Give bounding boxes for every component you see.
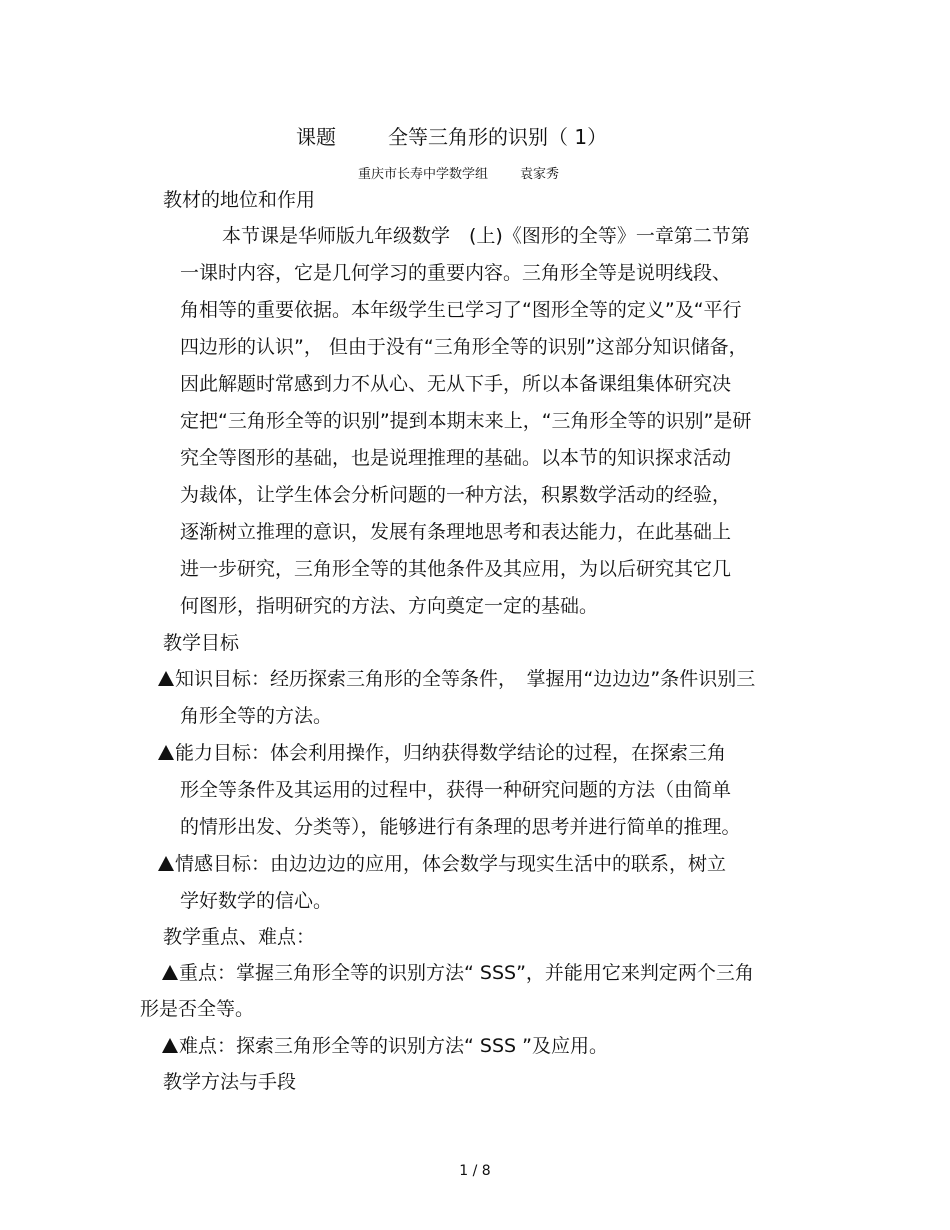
paragraph-line: 一课时内容，它是几何学习的重要内容。三角形全等是说明线段、 — [180, 262, 732, 284]
paragraph-line: 为裁体，让学生体会分析问题的一种方法，积累数学活动的经验， — [180, 484, 732, 506]
key-point-item: 难点：探索三角形全等的识别方法“ SSS ”及应用。 — [162, 1035, 608, 1057]
paragraph-line: 四边形的认识”， 但由于没有“三角形全等的识别”这部分知识储备， — [180, 336, 748, 358]
section-heading-role: 教材的地位和作用 — [163, 189, 316, 211]
title-label: 课题 — [296, 125, 336, 149]
paragraph-line: 究全等图形的基础，也是说理推理的基础。以本节的知识探求活动 — [180, 447, 732, 469]
paragraph-line: 的情形出发、分类等），能够进行有条理的思考并进行简单的推理。 — [180, 816, 741, 838]
triangle-bullet-icon — [162, 1038, 178, 1053]
goal-item: 能力目标：体会利用操作，归纳获得数学结论的过程，在探索三角 — [158, 742, 726, 764]
section-heading-goals: 教学目标 — [163, 632, 240, 654]
paragraph-line: 因此解题时常感到力不从心、无从下手，所以本备课组集体研究决 — [180, 373, 732, 395]
paragraph-line: 形全等条件及其运用的过程中，获得一种研究问题的方法（由简单 — [180, 779, 732, 801]
triangle-bullet-icon — [158, 856, 174, 871]
paragraph-line: 逐渐树立推理的意识，发展有条理地思考和表达能力，在此基础上 — [180, 521, 732, 543]
triangle-bullet-icon — [162, 965, 178, 980]
author-line — [358, 164, 559, 186]
section-heading-key-points: 教学重点、难点： — [163, 926, 316, 948]
paragraph-line: 进一步研究，三角形全等的其他条件及其应用，为以后研究其它几 — [180, 558, 732, 580]
goal-item: 知识目标：经历探索三角形的全等条件， 掌握用“边边边”条件识别三 — [158, 668, 755, 690]
paragraph-line: 定把“三角形全等的识别”提到本期末来上，“三角形全等的识别”是研 — [180, 410, 752, 432]
title-text: 全等三角形的识别（ 1） — [388, 125, 608, 149]
author-org: 重庆市长寿中学数学组 — [358, 167, 489, 182]
paragraph-line: 本节课是华师版九年级数学 (上)《图形的全等》一章第二节第 — [222, 225, 750, 247]
paragraph-line: 形是否全等。 — [140, 998, 255, 1020]
key-point-item: 重点：掌握三角形全等的识别方法“ SSS”，并能用它来判定两个三角 — [162, 962, 754, 984]
author-name: 袁家秀 — [520, 167, 560, 182]
paragraph-line: 何图形，指明研究的方法、方向奠定一定的基础。 — [180, 595, 599, 617]
page-title — [296, 126, 607, 148]
paragraph-line: 角相等的重要依据。本年级学生已学习了“图形全等的定义”及“平行 — [180, 299, 742, 321]
triangle-bullet-icon — [158, 745, 174, 760]
section-heading-methods: 教学方法与手段 — [163, 1071, 297, 1093]
paragraph-line: 学好数学的信心。 — [180, 890, 333, 912]
triangle-bullet-icon — [158, 671, 174, 686]
goal-item: 情感目标：由边边边的应用，体会数学与现实生活中的联系，树立 — [158, 853, 726, 875]
paragraph-line: 角形全等的方法。 — [180, 705, 333, 727]
page-number: 1 / 8 — [459, 1163, 491, 1179]
